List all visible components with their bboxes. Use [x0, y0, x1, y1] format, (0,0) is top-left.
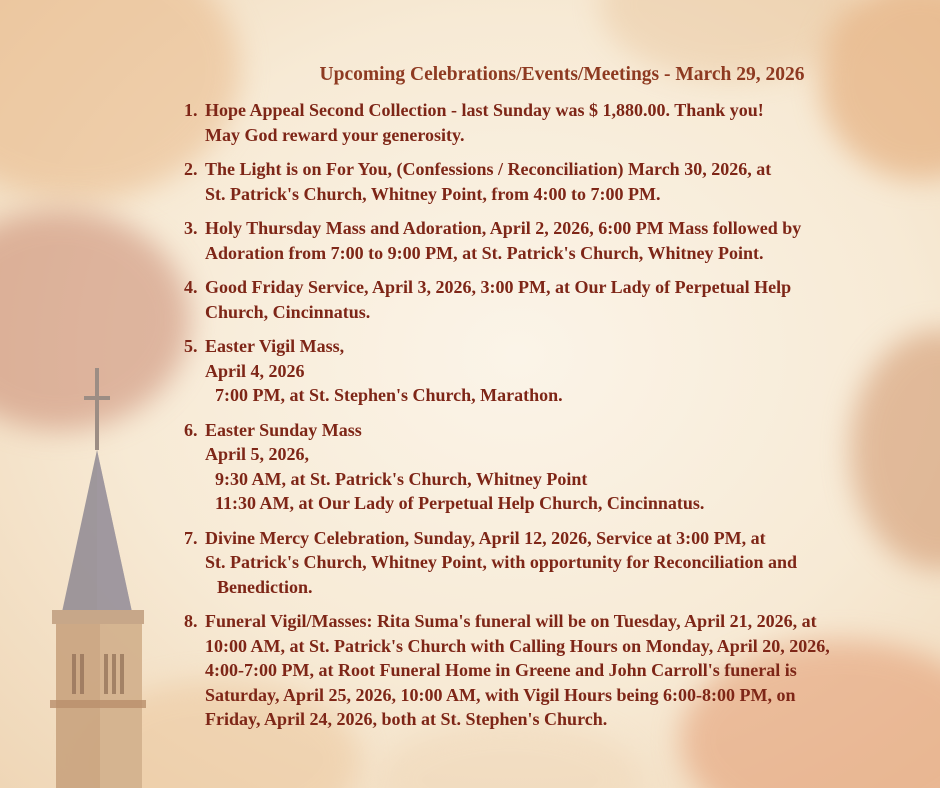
- item-line: Adoration from 7:00 to 9:00 PM, at St. Patrick's Church, Whitney Point.: [205, 242, 764, 263]
- item-line: Hope Appeal Second Collection - last Sunday was $ 1,880.00. Thank you!: [205, 100, 764, 120]
- list-item-7: [184, 526, 924, 600]
- item-number: 5.: [184, 336, 198, 356]
- item-line: The Light is on For You, (Confessions / Reconciliation) March 30, 2026, at: [205, 159, 772, 179]
- item-line: Funeral Vigil/Masses: Rita Suma's funeral will be on Tuesday, April 21, 2026, at: [205, 611, 817, 631]
- item-line: Easter Vigil Mass,: [205, 336, 345, 356]
- list-item-2: [184, 157, 924, 206]
- item-line: St. Patrick's Church, Whitney Point, with opportunity for Reconciliation and: [205, 552, 798, 572]
- item-line: Church, Cincinnatus.: [205, 301, 371, 322]
- page-title: Upcoming Celebrations/Events/Meetings - March 29, 2026: [319, 64, 805, 85]
- item-number: 6.: [184, 419, 198, 440]
- item-line: May God reward your generosity.: [205, 124, 465, 145]
- item-line: April 4, 2026: [205, 360, 305, 381]
- item-line: St. Patrick's Church, Whitney Point, from 4:00 to 7:00 PM.: [205, 183, 661, 204]
- item-line: Good Friday Service, April 3, 2026, 3:00 PM, at Our Lady of Perpetual Help: [205, 277, 792, 297]
- item-line: Benediction.: [217, 576, 313, 597]
- item-line: Divine Mercy Celebration, Sunday, April 12, 2026, Service at 3:00 PM, at: [205, 527, 766, 548]
- list-item-1: [184, 98, 924, 147]
- item-number: 7.: [184, 527, 198, 548]
- item-line: Holy Thursday Mass and Adoration, April 2, 2026, 6:00 PM Mass followed by: [205, 218, 802, 238]
- item-number: 8.: [184, 611, 198, 631]
- item-line: 4:00-7:00 PM, at Root Funeral Home in Greene and John Carroll's funeral is: [205, 660, 797, 680]
- item-line: 9:30 AM, at St. Patrick's Church, Whitney Point: [215, 468, 588, 489]
- list-item-6: [184, 418, 924, 516]
- list-item-5: [184, 334, 924, 408]
- item-line: 11:30 AM, at Our Lady of Perpetual Help Church, Cincinnatus.: [215, 493, 705, 513]
- item-line: 7:00 PM, at St. Stephen's Church, Marathon.: [215, 385, 563, 405]
- item-number: 4.: [184, 277, 198, 297]
- item-line: Easter Sunday Mass: [205, 419, 362, 440]
- list-item-8: [184, 609, 924, 732]
- item-number: 3.: [184, 218, 198, 238]
- item-line: Friday, April 24, 2026, both at St. Stephen's Church.: [205, 709, 608, 729]
- item-number: 1.: [184, 100, 198, 120]
- item-line: 10:00 AM, at St. Patrick's Church with Calling Hours on Monday, April 20, 2026,: [205, 635, 830, 656]
- list-item-4: [184, 275, 924, 324]
- item-line: April 5, 2026,: [205, 444, 310, 464]
- item-number: 2.: [184, 159, 198, 179]
- events-list: [184, 98, 924, 742]
- item-line: Saturday, April 25, 2026, 10:00 AM, with Vigil Hours being 6:00-8:00 PM, on: [205, 684, 796, 705]
- list-item-3: [184, 216, 924, 265]
